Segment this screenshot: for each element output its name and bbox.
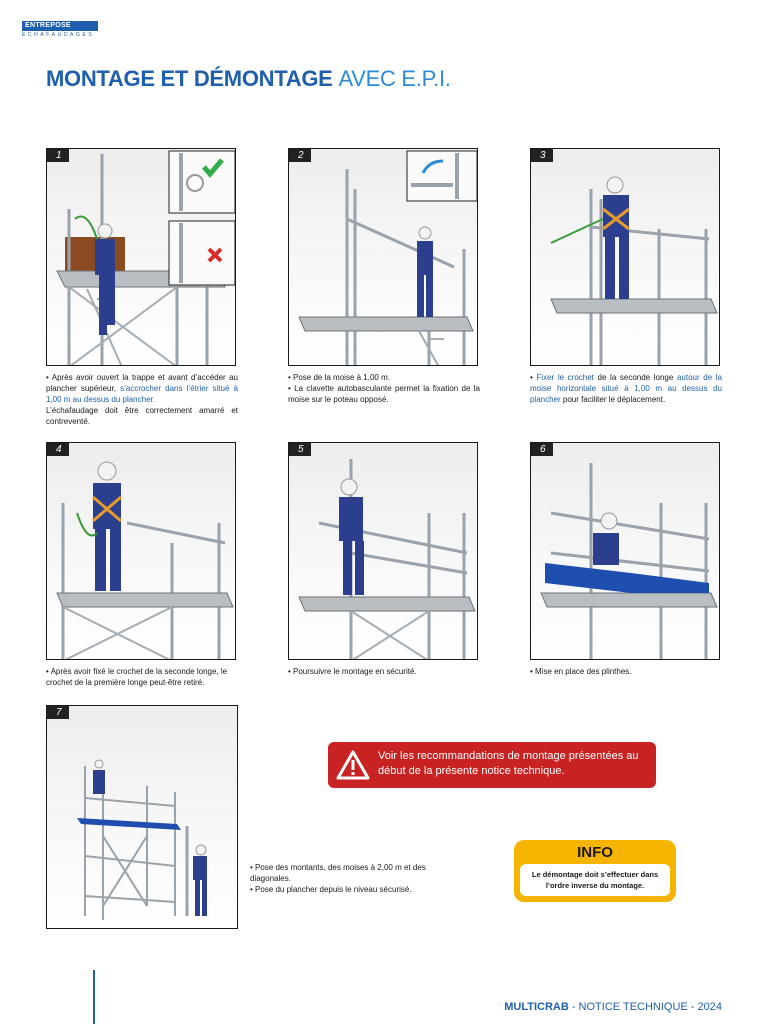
step-4-caption [46, 666, 238, 688]
scaffold-illustration [289, 443, 478, 660]
logo-subtitle: ÉCHAFAUDAGES [22, 32, 95, 38]
step-number: 3 [531, 149, 553, 162]
caption-highlight: s’accrocher dans l’étrier situé à 1,00 m au dessus du plancher. [46, 384, 238, 404]
step-5-caption [288, 666, 480, 677]
caption-text: • La clavette autobasculante permet la fixation de la moise sur le poteau opposé. [288, 384, 480, 404]
step-3-caption [530, 372, 722, 405]
scaffold-illustration [531, 443, 720, 660]
step-number: 6 [531, 443, 553, 456]
warning-text: Voir les recommandations de montage présentées au début de la présente notice technique. [378, 750, 639, 777]
footer-brand: MULTICRAB [504, 1001, 569, 1013]
step-number: 1 [47, 149, 69, 162]
caption-highlight: Fixer le crochet [536, 373, 594, 382]
step-3-illustration [530, 148, 720, 366]
step-number: 7 [47, 706, 69, 719]
warning-banner [328, 742, 656, 788]
caption-text: • Pose du plancher depuis le niveau sécurisé. [250, 885, 412, 894]
warning-triangle-icon [336, 749, 370, 781]
step-6-caption [530, 666, 722, 677]
caption-highlight: autour de la moise horizontale situé à 1,00 m au dessus du plancher [530, 373, 722, 404]
title-part2: AVEC E.P.I. [338, 66, 451, 91]
info-box [514, 840, 676, 902]
info-text: Le démontage doit s’effectuer dans l’ordre inverse du montage. [520, 864, 670, 896]
caption-text: • Après avoir fixé le crochet de la seconde longe, le crochet de la première longe peut-être retiré. [46, 667, 228, 687]
caption-text: L’échafaudage doit être correctement amarré et contreventé. [46, 406, 238, 426]
info-label: INFO [577, 844, 613, 861]
scaffold-illustration [47, 706, 238, 929]
caption-text: de la seconde longe [593, 373, 677, 382]
caption-text: • Après avoir ouvert la trappe et avant d’accéder au plancher supérieur, [46, 373, 238, 393]
page-title [46, 66, 451, 92]
caption-text: • [530, 373, 537, 382]
caption-text: • Pose des montants, des moises à 2,00 m et des diagonales. [250, 863, 426, 883]
caption-text: • Poursuivre le montage en sécurité. [288, 667, 417, 676]
scaffold-illustration [531, 149, 720, 366]
step-6-illustration [530, 442, 720, 660]
logo-name: ENTREPOSE [22, 21, 98, 31]
caption-text: pour faciliter le déplacement. [560, 395, 666, 404]
step-7-illustration [46, 705, 238, 929]
footer-text: - NOTICE TECHNIQUE - 2024 [568, 1001, 722, 1013]
step-7-caption [250, 862, 426, 895]
scaffold-illustration [47, 443, 236, 660]
step-2-illustration [288, 148, 478, 366]
step-2-caption [288, 372, 480, 405]
step-number: 4 [47, 443, 69, 456]
entrepose-logo [22, 21, 98, 38]
step-number: 2 [289, 149, 311, 162]
title-part1: MONTAGE ET DÉMONTAGE [46, 66, 333, 91]
caption-text: • Mise en place des plinthes. [530, 667, 632, 676]
page-footer [504, 1001, 722, 1013]
step-number: 5 [289, 443, 311, 456]
step-1-caption [46, 372, 238, 427]
step-4-illustration [46, 442, 236, 660]
step-5-illustration [288, 442, 478, 660]
footer-divider [93, 970, 95, 1024]
caption-text: • Pose de la moise à 1,00 m. [288, 373, 390, 382]
step-1-illustration [46, 148, 236, 366]
scaffold-illustration [289, 149, 478, 366]
scaffold-illustration [47, 149, 236, 366]
